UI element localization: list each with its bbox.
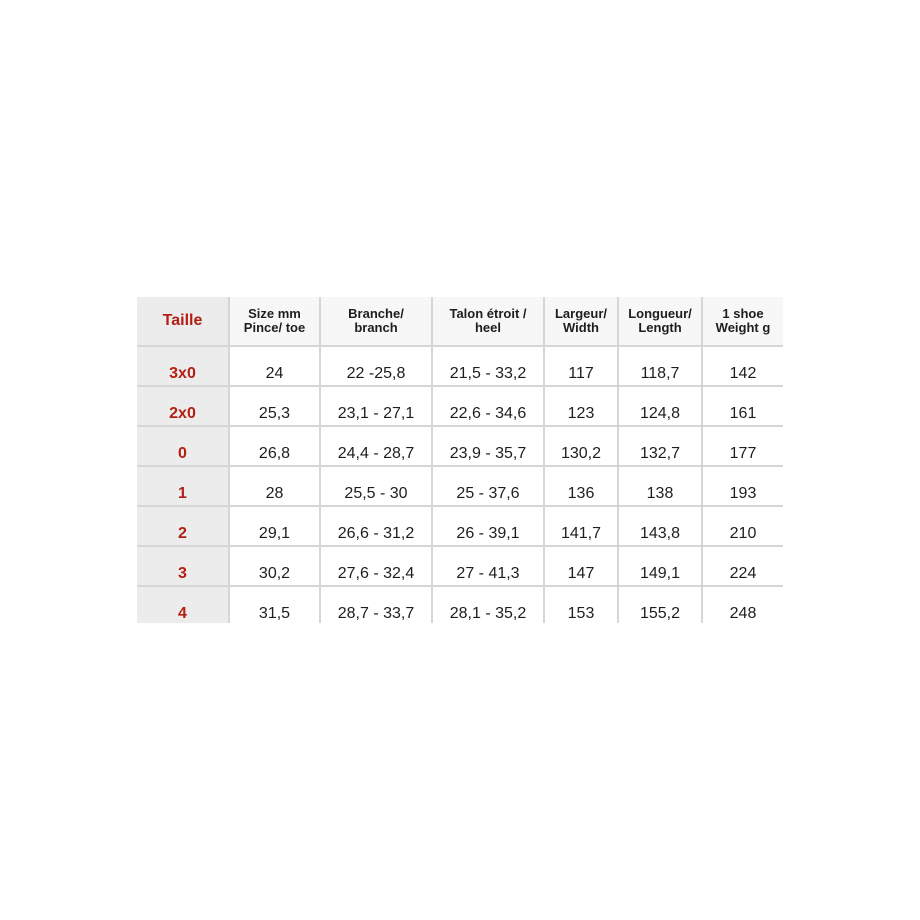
size-chart-table <box>137 297 783 623</box>
header-taille: Taille <box>137 297 229 346</box>
cell-branch: 27,6 - 32,4 <box>320 546 432 586</box>
cell-branch: 23,1 - 27,1 <box>320 386 432 426</box>
cell-toe: 24 <box>229 346 320 386</box>
cell-weight: 224 <box>702 546 783 586</box>
cell-width: 153 <box>544 586 618 623</box>
cell-width: 123 <box>544 386 618 426</box>
cell-branch: 26,6 - 31,2 <box>320 506 432 546</box>
cell-weight: 142 <box>702 346 783 386</box>
cell-size: 3 <box>137 546 229 586</box>
cell-toe: 26,8 <box>229 426 320 466</box>
cell-length: 155,2 <box>618 586 702 623</box>
table-row <box>137 586 783 623</box>
cell-weight: 193 <box>702 466 783 506</box>
cell-length: 149,1 <box>618 546 702 586</box>
cell-heel: 25 - 37,6 <box>432 466 544 506</box>
cell-length: 138 <box>618 466 702 506</box>
cell-heel: 27 - 41,3 <box>432 546 544 586</box>
cell-weight: 177 <box>702 426 783 466</box>
header-heel: Talon étroit / heel <box>432 297 544 346</box>
cell-toe: 28 <box>229 466 320 506</box>
cell-width: 136 <box>544 466 618 506</box>
cell-toe: 25,3 <box>229 386 320 426</box>
cell-length: 143,8 <box>618 506 702 546</box>
cell-branch: 24,4 - 28,7 <box>320 426 432 466</box>
table-row <box>137 506 783 546</box>
cell-toe: 31,5 <box>229 586 320 623</box>
cell-width: 117 <box>544 346 618 386</box>
cell-heel: 22,6 - 34,6 <box>432 386 544 426</box>
header-length: Longueur/ Length <box>618 297 702 346</box>
header-branch: Branche/ branch <box>320 297 432 346</box>
table-row <box>137 466 783 506</box>
cell-size: 3x0 <box>137 346 229 386</box>
cell-heel: 26 - 39,1 <box>432 506 544 546</box>
header-size-toe: Size mm Pince/ toe <box>229 297 320 346</box>
header-row <box>137 297 783 346</box>
table-row <box>137 346 783 386</box>
cell-branch: 25,5 - 30 <box>320 466 432 506</box>
header-width: Largeur/ Width <box>544 297 618 346</box>
cell-size: 2 <box>137 506 229 546</box>
cell-weight: 248 <box>702 586 783 623</box>
cell-width: 130,2 <box>544 426 618 466</box>
cell-width: 141,7 <box>544 506 618 546</box>
cell-width: 147 <box>544 546 618 586</box>
cell-length: 124,8 <box>618 386 702 426</box>
cell-size: 4 <box>137 586 229 623</box>
table-row <box>137 426 783 466</box>
cell-weight: 161 <box>702 386 783 426</box>
cell-size: 1 <box>137 466 229 506</box>
cell-branch: 22 -25,8 <box>320 346 432 386</box>
cell-toe: 30,2 <box>229 546 320 586</box>
cell-size: 2x0 <box>137 386 229 426</box>
cell-length: 118,7 <box>618 346 702 386</box>
table-row <box>137 546 783 586</box>
header-weight: 1 shoe Weight g <box>702 297 783 346</box>
cell-heel: 23,9 - 35,7 <box>432 426 544 466</box>
cell-length: 132,7 <box>618 426 702 466</box>
cell-weight: 210 <box>702 506 783 546</box>
cell-branch: 28,7 - 33,7 <box>320 586 432 623</box>
cell-toe: 29,1 <box>229 506 320 546</box>
cell-size: 0 <box>137 426 229 466</box>
cell-heel: 21,5 - 33,2 <box>432 346 544 386</box>
cell-heel: 28,1 - 35,2 <box>432 586 544 623</box>
table-row <box>137 386 783 426</box>
size-chart-table-container <box>137 297 783 623</box>
